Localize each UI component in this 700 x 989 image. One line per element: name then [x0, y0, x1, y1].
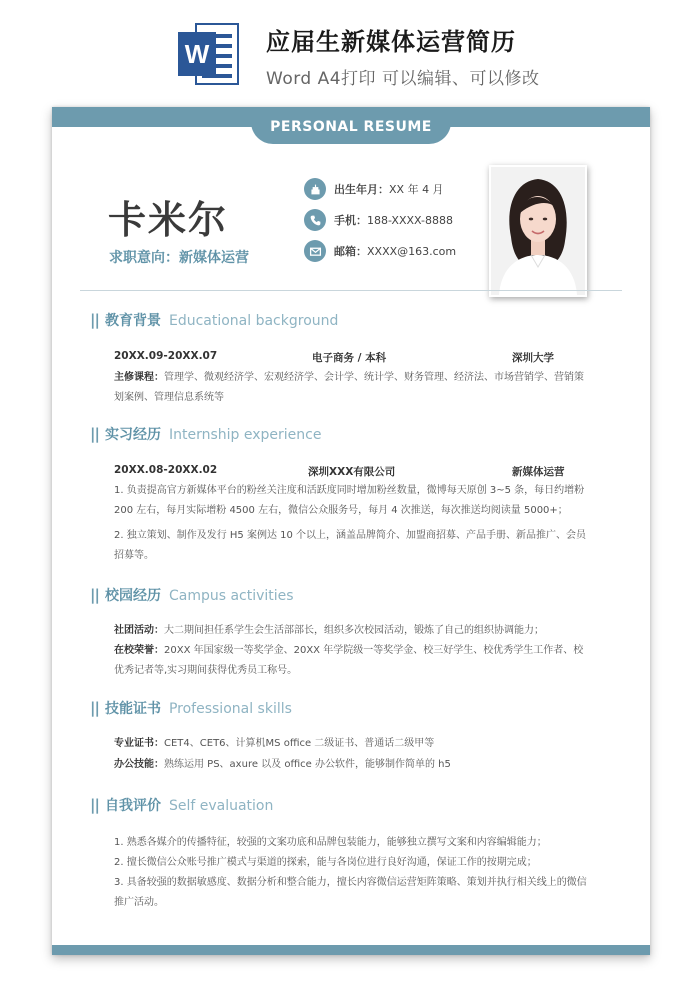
section-marker-icon: ||	[90, 425, 99, 443]
svg-text:W: W	[184, 39, 210, 69]
phone-value: 188-XXXX-8888	[367, 213, 453, 227]
section-title-cn: 实习经历	[104, 427, 161, 443]
section-title-en: Educational background	[168, 313, 339, 329]
cert-text: CET4、CET6、计算机MS office 二级证书、普通话二级甲等	[164, 738, 435, 749]
section-skills-heading	[90, 698, 292, 718]
document-title: 应届生新媒体运营简历	[266, 28, 516, 56]
office-label: 办公技能：	[114, 759, 164, 770]
internship-company: 深圳XXX有限公司	[308, 466, 396, 478]
club-label: 社团活动：	[114, 625, 164, 636]
education-school: 深圳大学	[512, 352, 554, 364]
skills-office	[114, 755, 592, 775]
internship-date: 20XX.08-20XX.02	[114, 464, 218, 476]
phone-label: 手机：	[334, 214, 367, 227]
header-divider	[80, 290, 622, 291]
section-title-cn: 校园经历	[104, 588, 161, 604]
courses-label: 主修课程：	[114, 372, 164, 383]
self-item-2: 2. 擅长微信公众账号推广模式与渠道的探索，能与各岗位进行良好沟通，保证工作的按期完成；	[114, 857, 537, 868]
section-title-cn: 技能证书	[104, 701, 161, 717]
education-courses	[114, 368, 592, 408]
section-title-en: Professional skills	[168, 701, 292, 717]
office-text: 熟练运用 PS、axure 以及 office 办公软件，能够制作简单的 h5	[164, 759, 451, 770]
cert-label: 专业证书：	[114, 738, 164, 749]
courses-text: 管理学、微观经济学、宏观经济学、会计学、统计学、财务管理、经济法、市场营销学、营销策划案例、管理信息系统等	[114, 372, 584, 403]
campus-club	[114, 621, 592, 641]
section-marker-icon: ||	[90, 311, 99, 329]
cake-icon	[304, 178, 326, 200]
self-item-3: 3. 具备较强的数据敏感度、数据分析和整合能力，擅长内容微信运营矩阵策略、策划并执行相关线上的微信推广活动。	[114, 877, 587, 908]
section-marker-icon: ||	[90, 796, 99, 814]
word-icon	[176, 22, 240, 86]
profile-photo	[489, 165, 587, 297]
resume-page	[52, 107, 650, 955]
section-marker-icon: ||	[90, 699, 99, 717]
birth-info	[304, 177, 444, 201]
document-subtitle: Word A4打印 可以编辑、可以修改	[266, 69, 540, 89]
birth-label: 出生年月：	[334, 183, 389, 196]
section-title-en: Self evaluation	[168, 798, 274, 814]
phone-info	[304, 208, 453, 232]
section-internship-heading	[90, 424, 321, 444]
email-value: XXXX@163.com	[367, 244, 457, 258]
mail-icon	[304, 240, 326, 262]
internship-position: 新媒体运营	[512, 466, 565, 478]
email-info	[304, 239, 456, 263]
section-title-en: Campus activities	[168, 588, 294, 604]
section-education-heading	[90, 310, 338, 330]
section-marker-icon: ||	[90, 586, 99, 604]
portrait-image	[491, 167, 585, 295]
education-date: 20XX.09-20XX.07	[114, 350, 218, 362]
email-label: 邮箱：	[334, 245, 367, 258]
section-title-cn: 教育背景	[104, 313, 161, 329]
internship-item-2: 2. 独立策划、制作及发行 H5 案例达 10 个以上，涵盖品牌简介、加盟商招募、产品手册、新品推广、会员招募等。	[114, 530, 587, 561]
club-text: 大二期间担任系学生会生活部部长，组织多次校园活动，锻炼了自己的组织协调能力；	[164, 625, 544, 636]
section-self-heading	[90, 795, 273, 815]
internship-item-1: 1. 负责提高官方新媒体平台的粉丝关注度和活跃度同时增加粉丝数量，微博每天原创 3~5 条，每日约增粉 200 左右，每月实际增粉 4500 左右，微信公众服务号，每月 4 次推送，每次推送均阅读量 5000+；	[114, 485, 585, 516]
campus-honor	[114, 641, 592, 681]
honor-text: 20XX 年国家级一等奖学金、20XX 年学院级一等奖学金、校三好学生、校优秀学生工作者、校优秀记者等,实习期间获得优秀员工称号。	[114, 645, 584, 676]
skills-cert	[114, 734, 592, 754]
section-campus-heading	[90, 585, 294, 605]
job-intent: 求职意向：新媒体运营	[109, 250, 249, 266]
birth-value: XX 年 4 月	[389, 183, 444, 196]
section-title-en: Internship experience	[168, 427, 322, 443]
candidate-name: 卡米尔	[108, 198, 229, 242]
bottom-accent-bar	[52, 945, 650, 955]
self-item-1: 1. 熟悉各媒介的传播特征，较强的文案功底和品牌包装能力，能够独立撰写文案和内容编辑能力；	[114, 837, 547, 848]
honor-label: 在校荣誉：	[114, 645, 164, 656]
education-major: 电子商务 / 本科	[312, 352, 387, 364]
resume-banner: PERSONAL RESUME	[251, 107, 451, 144]
phone-icon	[304, 209, 326, 231]
section-title-cn: 自我评价	[104, 798, 161, 814]
